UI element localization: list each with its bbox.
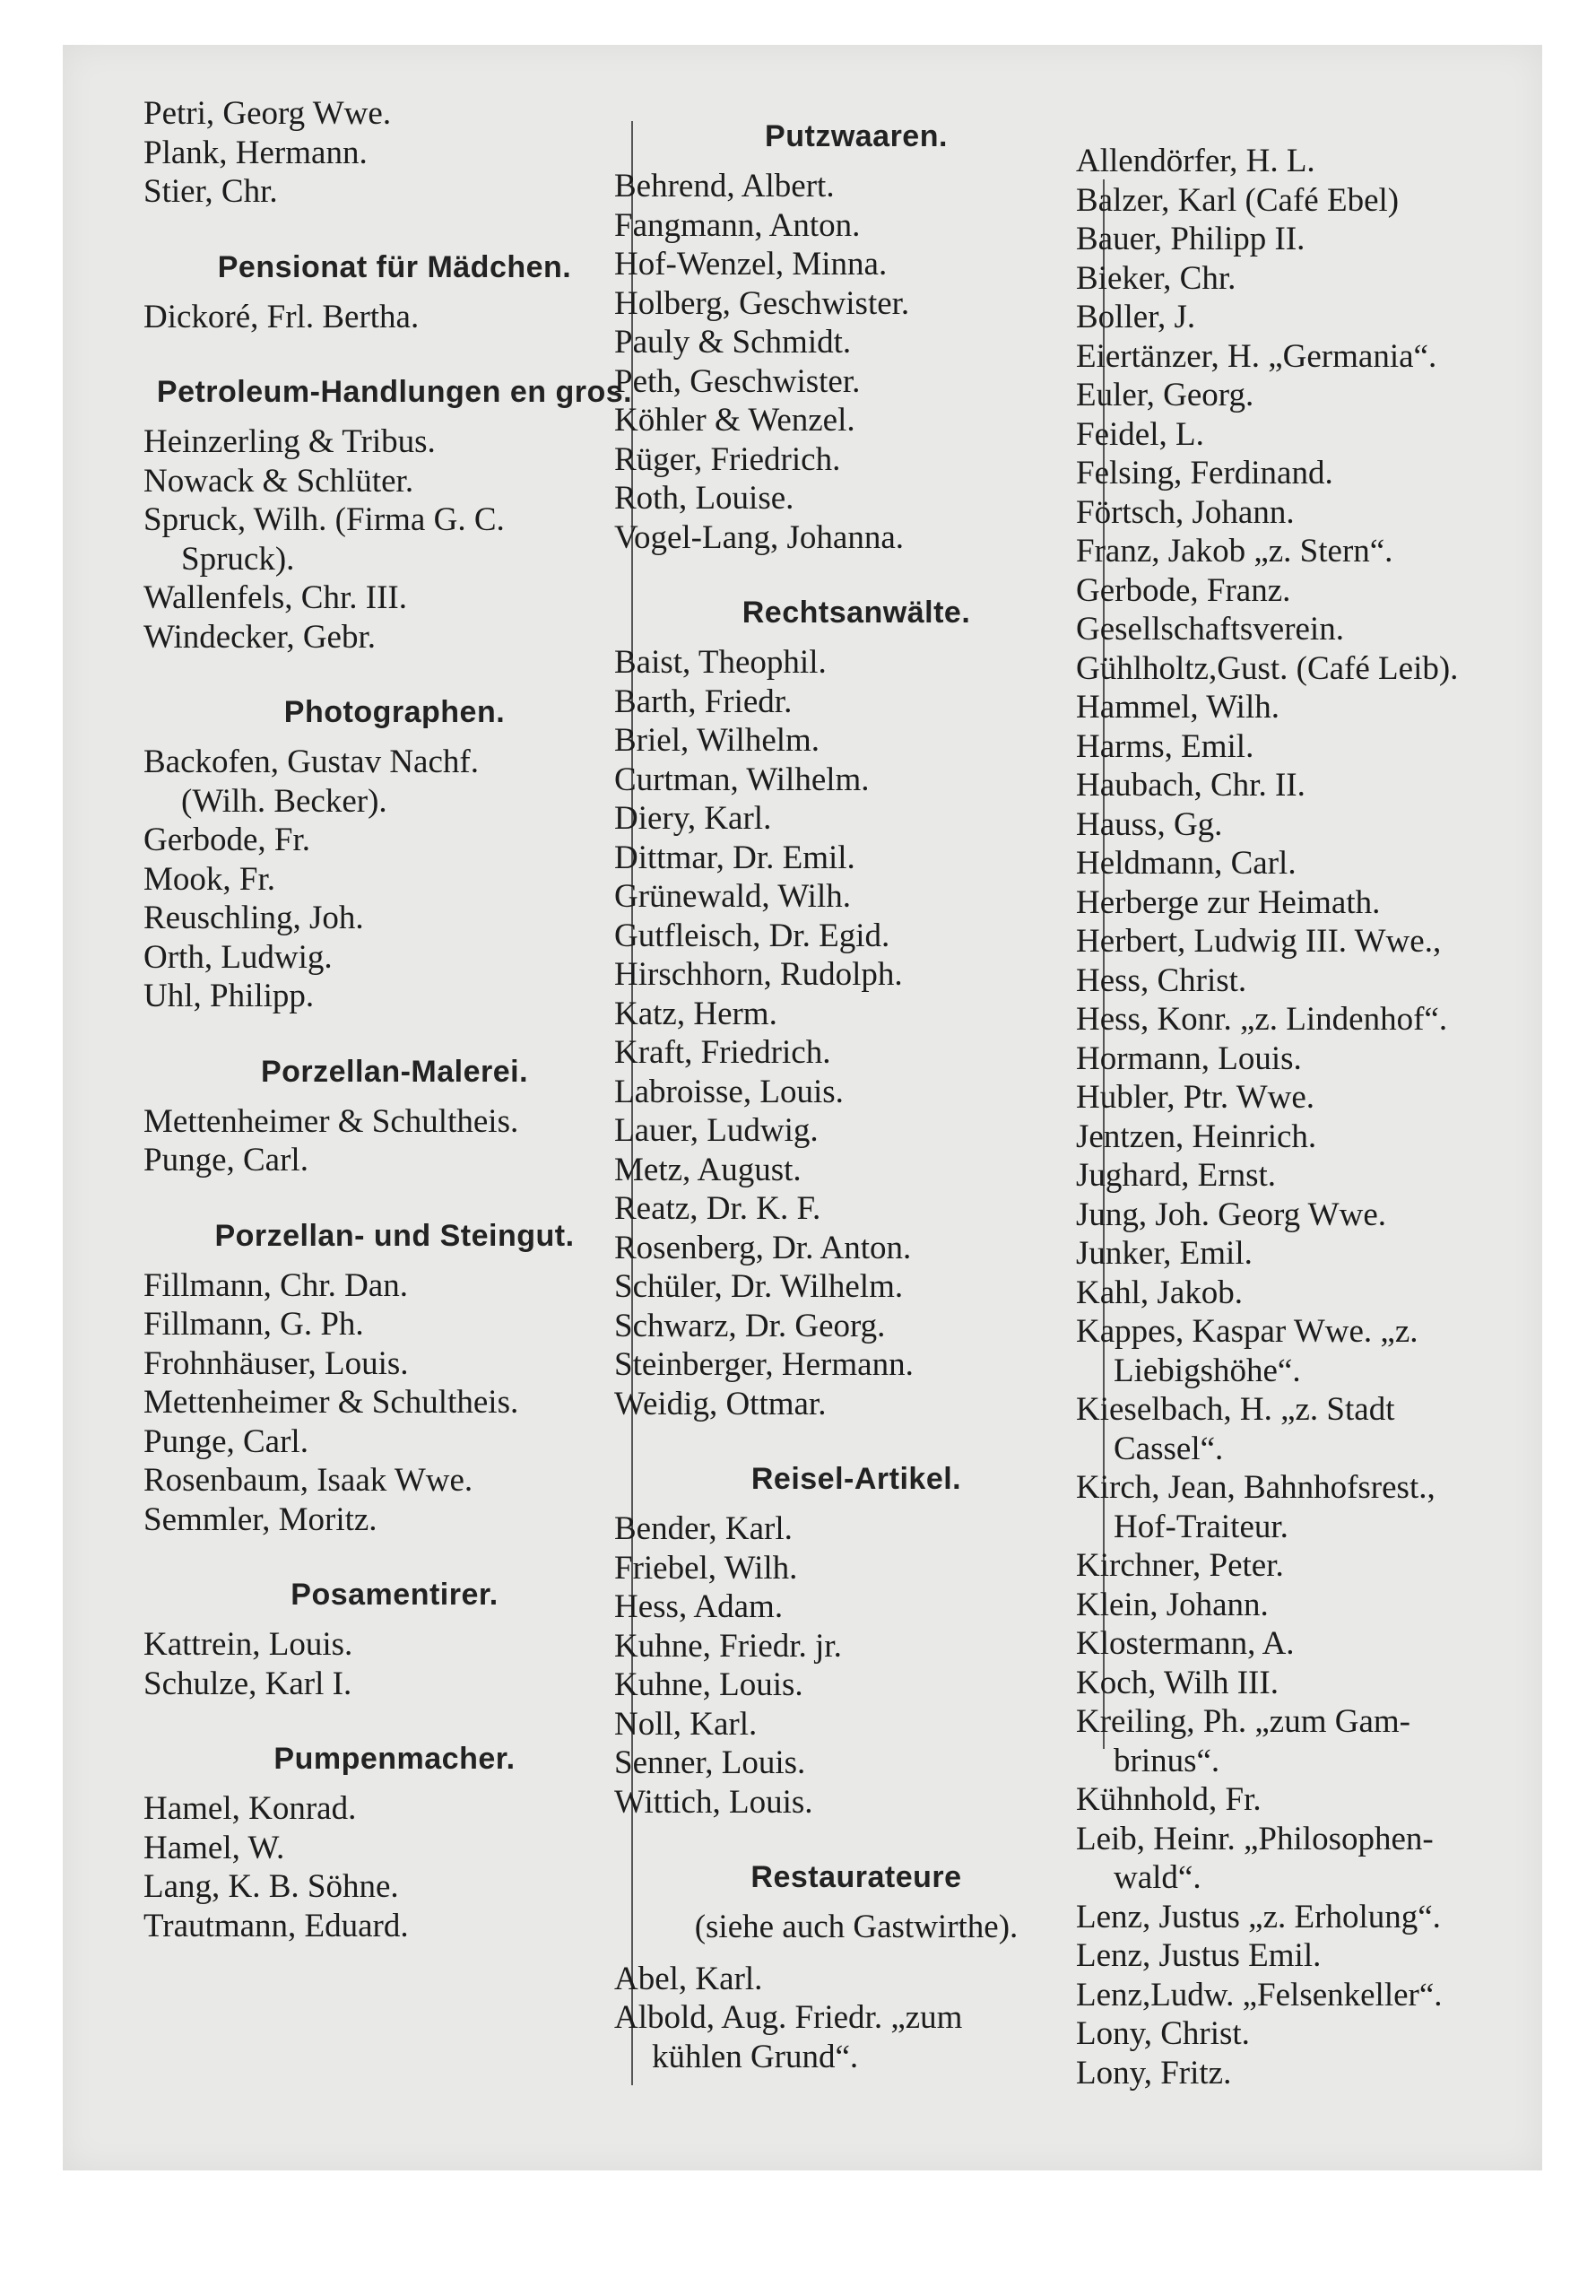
section-heading: Rechtsanwälte. — [742, 596, 971, 630]
directory-entry: Kreiling, Ph. „zum Gam- — [1076, 1703, 1410, 1740]
directory-entry: Lenz, Justus Emil. — [1076, 1937, 1322, 1974]
directory-entry: Heldmann, Carl. — [1076, 845, 1297, 882]
directory-entry: Kraft, Friedrich. — [614, 1034, 831, 1071]
directory-entry: Lony, Christ. — [1076, 2015, 1250, 2052]
directory-entry: Mook, Fr. — [143, 860, 276, 898]
directory-entry: Heinzerling & Tribus. — [143, 423, 436, 460]
directory-entry: Rüger, Friedrich. — [614, 440, 841, 478]
directory-entry: Franz, Jakob „z. Stern“. — [1076, 533, 1393, 570]
directory-entry: Mettenheimer & Schultheis. — [143, 1384, 519, 1421]
directory-entry: Förtsch, Johann. — [1076, 493, 1295, 531]
directory-entry: Kahl, Jakob. — [1076, 1274, 1243, 1311]
section-heading: Putzwaaren. — [765, 119, 948, 153]
directory-entry: brinus“. — [1114, 1742, 1220, 1779]
directory-entry: Kattrein, Louis. — [143, 1626, 353, 1663]
directory-entry: Hof-Wenzel, Minna. — [614, 246, 888, 283]
directory-entry: Rosenbaum, Isaak Wwe. — [143, 1462, 473, 1499]
directory-entry: Hormann, Louis. — [1076, 1039, 1302, 1077]
directory-entry: Punge, Carl. — [143, 1422, 308, 1460]
directory-entry: Fillmann, G. Ph. — [143, 1306, 364, 1343]
directory-entry: Kieselbach, H. „z. Stadt — [1076, 1391, 1395, 1428]
directory-entry: Leib, Heinr. „Philosophen- — [1076, 1820, 1434, 1857]
directory-entry: Dickoré, Frl. Bertha. — [143, 298, 420, 335]
directory-entry: Noll, Karl. — [614, 1705, 758, 1743]
directory-entry: Schulze, Karl I. — [143, 1665, 352, 1702]
directory-entry: Lauer, Ludwig. — [614, 1112, 819, 1149]
section-heading: Restaurateure — [750, 1860, 962, 1894]
directory-entry: (Wilh. Becker). — [181, 782, 387, 820]
directory-entry: Lenz, Justus „z. Erholung“. — [1076, 1898, 1441, 1935]
directory-entry: Lony, Fritz. — [1076, 2054, 1232, 2092]
directory-entry: Reatz, Dr. K. F. — [614, 1190, 821, 1227]
directory-entry: Frohnhäuser, Louis. — [143, 1344, 409, 1382]
directory-entry: Felsing, Ferdinand. — [1076, 455, 1333, 491]
directory-entry: Hauss, Gg. — [1076, 805, 1223, 843]
directory-entry: Reuschling, Joh. — [143, 900, 364, 936]
directory-entry: Orth, Ludwig. — [143, 938, 333, 976]
section-heading: Petroleum-Handlungen en gros. — [156, 375, 633, 409]
directory-entry: Lenz,Ludw. „Felsenkeller“. — [1076, 1976, 1443, 2013]
directory-entry: Herbert, Ludwig III. Wwe., — [1076, 923, 1442, 960]
directory-entry: Lang, K. B. Söhne. — [143, 1868, 399, 1905]
directory-entry: Köhler & Wenzel. — [614, 402, 855, 439]
directory-entry: Hammel, Wilh. — [1076, 689, 1279, 726]
section-heading: Pensionat für Mädchen. — [217, 249, 572, 284]
directory-entry: Balzer, Karl (Café Ebel) — [1076, 181, 1400, 219]
directory-entry: Hamel, W. — [143, 1829, 285, 1866]
directory-entry: Backofen, Gustav Nachf. — [143, 744, 479, 780]
directory-entry: Klein, Johann. — [1076, 1586, 1269, 1623]
directory-entry: Plank, Hermann. — [143, 134, 368, 171]
directory-entry: Holberg, Geschwister. — [614, 284, 910, 322]
directory-entry: Peth, Geschwister. — [614, 362, 861, 400]
directory-entry: Euler, Georg. — [1076, 377, 1254, 413]
directory-entry: Gerbode, Fr. — [143, 822, 310, 858]
directory-entry: Hubler, Ptr. Wwe. — [1076, 1079, 1315, 1116]
directory-entry: Roth, Louise. — [614, 480, 794, 517]
section-heading: Porzellan- und Steingut. — [214, 1218, 575, 1253]
directory-entry: Nowack & Schlüter. — [143, 462, 414, 500]
section-subheading: (siehe auch Gastwirthe). — [694, 1909, 1019, 1945]
directory-entry: Petri, Georg Wwe. — [143, 95, 392, 132]
column-1 — [143, 94, 646, 1945]
directory-entry: Kuhne, Friedr. jr. — [614, 1627, 842, 1665]
directory-entry: Friebel, Wilh. — [614, 1549, 798, 1587]
directory-entry: Spruck). — [181, 540, 295, 578]
directory-entry: Schwarz, Dr. Georg. — [614, 1307, 886, 1344]
directory-entry: Abel, Karl. — [614, 1960, 763, 1997]
directory-entry: Kappes, Kaspar Wwe. „z. — [1076, 1313, 1418, 1350]
directory-entry: Klostermann, A. — [1076, 1625, 1295, 1662]
directory-entry: Wallenfels, Chr. III. — [143, 579, 407, 616]
directory-entry: Barth, Friedr. — [614, 683, 793, 720]
directory-entry: Herberge zur Heimath. — [1076, 883, 1381, 921]
section-heading: Reisel-Artikel. — [750, 1462, 962, 1496]
directory-entry: Allendörfer, H. L. — [1076, 143, 1315, 179]
directory-entry: Spruck, Wilh. (Firma G. C. — [143, 501, 505, 538]
directory-entry: Fillmann, Chr. Dan. — [143, 1266, 408, 1304]
directory-entry: Koch, Wilh III. — [1076, 1664, 1279, 1701]
directory-entry: Behrend, Albert. — [614, 168, 835, 204]
directory-entry: Albold, Aug. Friedr. „zum — [614, 1999, 963, 2036]
directory-entry: Bender, Karl. — [614, 1510, 793, 1547]
section-heading: Pumpenmacher. — [273, 1742, 516, 1776]
directory-entry: Kirch, Jean, Bahnhofsrest., — [1076, 1469, 1436, 1506]
directory-page — [63, 45, 1542, 2170]
directory-entry: Boller, J. — [1076, 299, 1196, 335]
directory-entry: Haubach, Chr. II. — [1076, 767, 1305, 804]
directory-entry: Fangmann, Anton. — [614, 206, 861, 244]
directory-entry: Katz, Herm. — [614, 995, 777, 1032]
directory-entry: Bauer, Philipp II. — [1076, 221, 1305, 257]
column-3 — [1076, 142, 1542, 2092]
section-heading: Porzellan-Malerei. — [260, 1054, 529, 1089]
directory-entry: Hess, Adam. — [614, 1588, 784, 1625]
directory-entry: Mettenheimer & Schultheis. — [143, 1102, 519, 1140]
directory-entry: Pauly & Schmidt. — [614, 324, 852, 361]
directory-entry: Trautmann, Eduard. — [143, 1907, 409, 1944]
directory-entry: Steinberger, Hermann. — [614, 1346, 914, 1383]
directory-entry: Baist, Theophil. — [614, 644, 827, 681]
directory-entry: Gesellschaftsverein. — [1076, 611, 1344, 648]
directory-entry: Cassel“. — [1114, 1430, 1224, 1467]
directory-entry: Dittmar, Dr. Emil. — [614, 839, 855, 876]
directory-entry: kühlen Grund“. — [652, 2038, 859, 2075]
section-heading: Photographen. — [283, 695, 506, 729]
directory-entry: Vogel-Lang, Johanna. — [614, 518, 904, 556]
directory-entry: Metz, August. — [614, 1151, 802, 1188]
directory-entry: Gutfleisch, Dr. Egid. — [614, 917, 890, 954]
directory-entry: Eiertänzer, H. „Germania“. — [1076, 337, 1437, 375]
directory-entry: Jughard, Ernst. — [1076, 1157, 1276, 1194]
directory-entry: Hof-Traiteur. — [1114, 1508, 1288, 1545]
directory-entry: Kühnhold, Fr. — [1076, 1781, 1262, 1818]
directory-entry: wald“. — [1114, 1859, 1201, 1896]
directory-entry: Hamel, Konrad. — [143, 1790, 357, 1827]
directory-entry: Jentzen, Heinrich. — [1076, 1118, 1317, 1155]
directory-entry: Bieker, Chr. — [1076, 259, 1236, 297]
directory-entry: Uhl, Philipp. — [143, 978, 315, 1014]
directory-entry: Weidig, Ottmar. — [614, 1385, 827, 1422]
directory-entry: Windecker, Gebr. — [143, 618, 376, 656]
directory-entry: Briel, Wilhelm. — [614, 722, 820, 759]
directory-entry: Curtman, Wilhelm. — [614, 761, 870, 798]
directory-entry: Harms, Emil. — [1076, 727, 1254, 765]
directory-entry: Kuhne, Louis. — [614, 1666, 803, 1703]
directory-entry: Labroisse, Louis. — [614, 1073, 844, 1110]
directory-entry: Diery, Karl. — [614, 800, 772, 837]
section-heading: Posamentirer. — [291, 1578, 499, 1612]
directory-entry: Senner, Louis. — [614, 1744, 806, 1781]
directory-entry: Hirschhorn, Rudolph. — [614, 956, 903, 993]
directory-entry: Hess, Christ. — [1076, 961, 1247, 999]
directory-entry: Schüler, Dr. Wilhelm. — [614, 1268, 904, 1305]
directory-entry: Junker, Emil. — [1076, 1235, 1253, 1272]
directory-entry: Gühlholtz,Gust. (Café Leib). — [1076, 649, 1459, 687]
directory-entry: Wittich, Louis. — [614, 1783, 813, 1821]
directory-entry: Liebigshöhe“. — [1114, 1352, 1301, 1389]
directory-entry: Feidel, L. — [1076, 415, 1204, 453]
directory-entry: Punge, Carl. — [143, 1142, 308, 1178]
directory-entry: Grünewald, Wilh. — [614, 878, 851, 915]
directory-entry: Jung, Joh. Georg Wwe. — [1076, 1196, 1386, 1233]
directory-entry: Stier, Chr. — [143, 173, 278, 210]
column-2 — [614, 117, 1098, 2076]
directory-entry: Hess, Konr. „z. Lindenhof“. — [1076, 1001, 1448, 1038]
directory-entry: Semmler, Moritz. — [143, 1500, 377, 1538]
directory-entry: Kirchner, Peter. — [1076, 1547, 1284, 1584]
directory-entry: Rosenberg, Dr. Anton. — [614, 1229, 912, 1266]
directory-entry: Gerbode, Franz. — [1076, 571, 1291, 609]
